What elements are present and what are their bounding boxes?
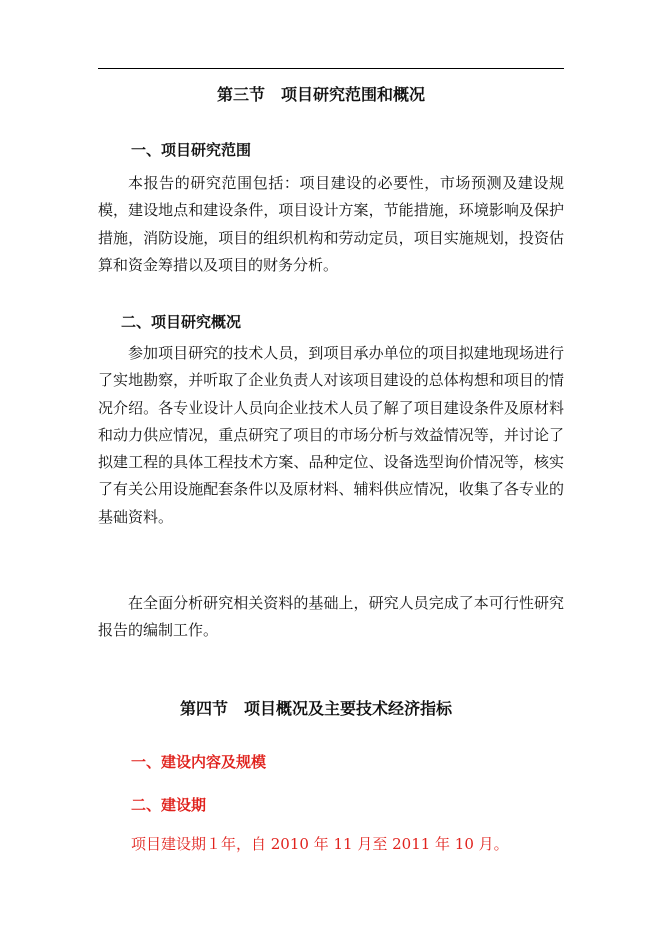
section3-scope-paragraph: 本报告的研究范围包括：项目建设的必要性，市场预测及建设规模，建设地点和建设条件，项目设计方案，节能措施，环境影响及保护措施，消防设施，项目的组织机构和劳动定员，项目实施规划，投资估算和资金筹措以及项目的财务分析。 (98, 174, 564, 274)
section4-heading-content: 一、建设内容及规模 (131, 753, 267, 771)
section3-title: 第三节 项目研究范围和概况 (217, 85, 426, 104)
section3-heading-scope: 一、项目研究范围 (131, 141, 252, 159)
section3-heading-overview: 二、项目研究概况 (121, 313, 242, 331)
section4-title: 第四节 项目概况及主要技术经济指标 (180, 699, 453, 718)
section4-period-text: 项目建设期１年，自 2010 年 11 月至 2011 年 10 月。 (131, 835, 509, 853)
section4-heading-period: 二、建设期 (131, 796, 207, 814)
section3-conclusion-paragraph: 在全面分析研究相关资料的基础上，研究人员完成了本可行性研究报告的编制工作。 (98, 594, 564, 640)
section3-overview-paragraph: 参加项目研究的技术人员，到项目承办单位的项目拟建地现场进行了实地勘察，并听取了企业负责人对该项目建设的总体构想和项目的情况介绍。各专业设计人员向企业技术人员了解了项目建设条件及原材料和动力供应情况，重点研究了项目的市场分析与效益情况等，并讨论了拟建工程的具体工程技术方案、品种定位、设备选型询价情况等，核实了有关公用设施配套条件以及原材料、辅料供应情况，收集了各专业的基础资料。 (98, 344, 564, 526)
header-rule (98, 68, 564, 69)
